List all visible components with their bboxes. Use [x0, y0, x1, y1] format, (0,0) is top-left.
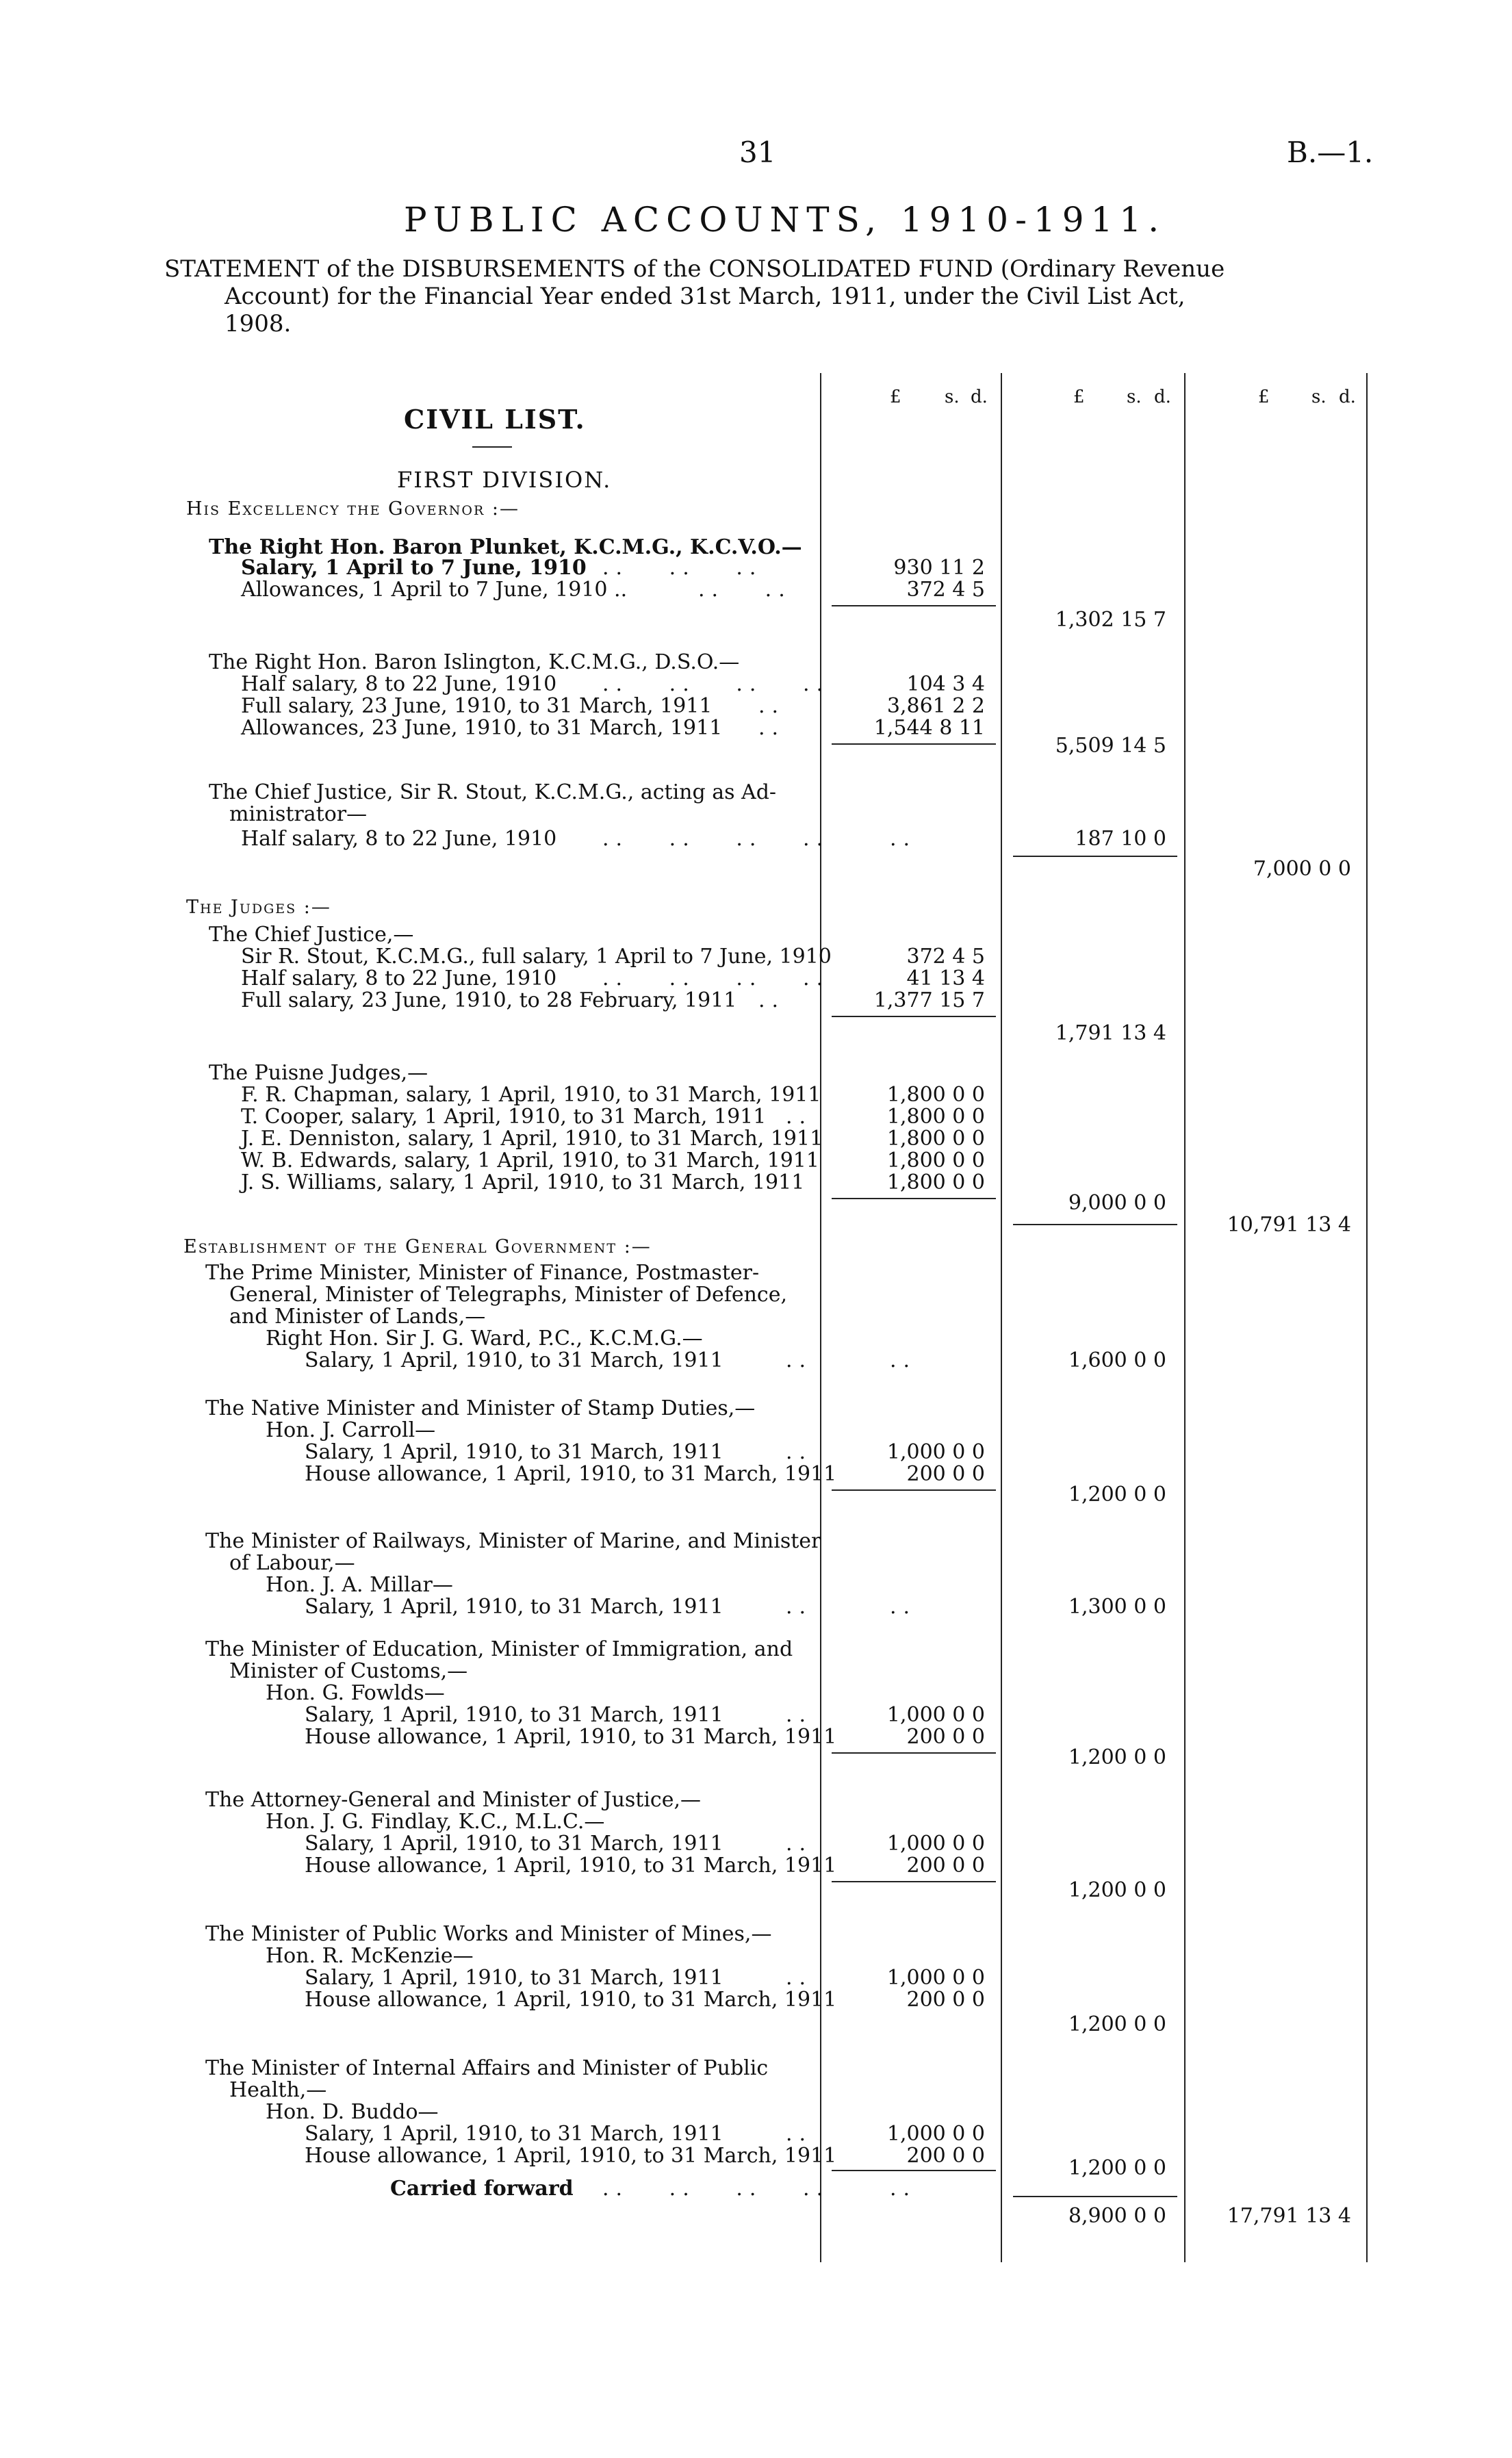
chief-justice-line1: Sir R. Stout, K.C.M.G., full salary, 1 April to 7 June, 1910 [241, 945, 832, 969]
works-minister-house-label: House allowance, 1 April, 1910, to 31 March, 1911 [305, 1988, 837, 2012]
railways-minister-line2: of Labour,— [229, 1551, 355, 1575]
islington-full-amount: 3,861 2 2 [886, 694, 985, 718]
puisne-row-1-amount: 1,800 0 0 [886, 1083, 985, 1107]
series-code: B.—1. [1287, 136, 1374, 169]
col1-shillings-head: s. [945, 387, 960, 407]
education-minister-line1: The Minister of Education, Minister of Immigration, and [205, 1637, 793, 1661]
internal-affairs-salary-label: Salary, 1 April, 1910, to 31 March, 1911 [305, 2122, 723, 2146]
col1-pence-head: d. [971, 387, 988, 407]
prime-minister-line1: The Prime Minister, Minister of Finance, Postmaster- [205, 1261, 760, 1285]
leader-dots: .. [890, 827, 917, 851]
native-minister-salary-amount: 1,000 0 0 [886, 1440, 985, 1464]
railways-minister-total: 1,300 0 0 [1068, 1595, 1166, 1619]
subtotal-rule [1013, 856, 1177, 857]
leader-dots: .. [786, 1440, 813, 1464]
chief-justice-total: 1,791 13 4 [1055, 1021, 1166, 1045]
islington-allowance-label: Allowances, 23 June, 1910, to 31 March, 1911 [241, 716, 723, 740]
leader-dots: .. .. .. .. [602, 672, 830, 696]
railways-minister-line1: The Minister of Railways, Minister of Marine, and Minister [205, 1529, 821, 1553]
puisne-row-5-label: J. S. Williams, salary, 1 April, 1910, to 31 March, 1911 [241, 1170, 805, 1194]
education-minister-holder: Hon. G. Fowlds— [266, 1681, 445, 1705]
stout-half-amount: 187 10 0 [1075, 827, 1166, 851]
puisne-total: 9,000 0 0 [1068, 1191, 1166, 1215]
works-minister-line1: The Minister of Public Works and Minister of Mines,— [205, 1922, 772, 1946]
education-minister-line2: Minister of Customs,— [229, 1659, 468, 1683]
plunket-salary-amount: 930 11 2 [893, 556, 985, 580]
chief-justice-line2-amount: 41 13 4 [906, 966, 985, 990]
leader-dots: .. [786, 1595, 813, 1619]
prime-minister-total: 1,600 0 0 [1068, 1348, 1166, 1372]
statement-line-1: STATEMENT of the DISBURSEMENTS of the CONSOLIDATED FUND (Ordinary Revenue [164, 255, 1225, 283]
chief-justice-line3-amount: 1,377 15 7 [873, 988, 985, 1012]
leader-dots: .. [758, 988, 786, 1012]
chief-justice-line3: Full salary, 23 June, 1910, to 28 February, 1911 [241, 988, 737, 1012]
native-minister-house-amount: 200 0 0 [906, 1462, 985, 1486]
education-minister-house-amount: 200 0 0 [906, 1725, 985, 1749]
stout-name-line1: The Chief Justice, Sir R. Stout, K.C.M.G., acting as Ad- [209, 780, 777, 804]
leader-dots: .. [758, 716, 786, 740]
education-minister-salary-label: Salary, 1 April, 1910, to 31 March, 1911 [305, 1703, 723, 1727]
islington-name: The Right Hon. Baron Islington, K.C.M.G., D.S.O.— [209, 650, 740, 674]
chief-justice-line2: Half salary, 8 to 22 June, 1910 [241, 966, 557, 990]
internal-affairs-salary-amount: 1,000 0 0 [886, 2122, 985, 2146]
internal-affairs-holder: Hon. D. Buddo— [266, 2100, 439, 2124]
attorney-general-house-amount: 200 0 0 [906, 1854, 985, 1878]
leader-dots: .. .. .. .. [602, 2177, 830, 2201]
leader-dots: .. [786, 1966, 813, 1990]
establishment-heading: Establishment of the General Government :— [183, 1236, 652, 1257]
education-minister-total: 1,200 0 0 [1068, 1745, 1166, 1769]
puisne-row-5-amount: 1,800 0 0 [886, 1170, 985, 1194]
works-minister-total: 1,200 0 0 [1068, 2012, 1166, 2036]
works-minister-house-amount: 200 0 0 [906, 1988, 985, 2012]
subtotal-rule [1013, 1224, 1177, 1225]
stout-half-label: Half salary, 8 to 22 June, 1910 [241, 827, 557, 851]
subtotal-rule [1013, 2196, 1177, 2197]
leader-dots: .. .. .. .. [602, 966, 830, 990]
puisne-row-2-amount: 1,800 0 0 [886, 1105, 985, 1129]
works-minister-holder: Hon. R. McKenzie— [266, 1944, 474, 1968]
subtotal-rule [832, 2170, 996, 2171]
subtotal-rule [832, 743, 996, 745]
leader-dots: .. [890, 1595, 917, 1619]
carried-forward-label: Carried forward [390, 2177, 574, 2201]
subtotal-rule [832, 1752, 996, 1754]
native-minister-total: 1,200 0 0 [1068, 1483, 1166, 1507]
heading-rule [472, 446, 512, 448]
attorney-general-line1: The Attorney-General and Minister of Justice,— [205, 1788, 702, 1812]
internal-affairs-total: 1,200 0 0 [1068, 2156, 1166, 2180]
statement-line-3: 1908. [225, 310, 292, 337]
native-minister-line1: The Native Minister and Minister of Stamp Duties,— [205, 1396, 756, 1420]
subtotal-rule [832, 1489, 996, 1491]
column-rule-1 [820, 373, 821, 2262]
puisne-row-1-label: F. R. Chapman, salary, 1 April, 1910, to 31 March, 1911 [241, 1083, 821, 1107]
attorney-general-house-label: House allowance, 1 April, 1910, to 31 March, 1911 [305, 1854, 837, 1878]
attorney-general-total: 1,200 0 0 [1068, 1878, 1166, 1902]
native-minister-holder: Hon. J. Carroll— [266, 1418, 436, 1442]
puisne-row-4-amount: 1,800 0 0 [886, 1149, 985, 1173]
islington-full-label: Full salary, 23 June, 1910, to 31 March, 1911 [241, 694, 713, 718]
leader-dots: .. [890, 2177, 917, 2201]
judges-grand-total: 10,791 13 4 [1227, 1213, 1351, 1237]
islington-total: 5,509 14 5 [1055, 734, 1166, 758]
page-title: PUBLIC ACCOUNTS, 1910-1911. [404, 200, 1166, 240]
carried-forward-col2: 8,900 0 0 [1068, 2204, 1166, 2228]
attorney-general-salary-label: Salary, 1 April, 1910, to 31 March, 1911 [305, 1832, 723, 1856]
leader-dots: .. .. .. [602, 556, 763, 580]
native-minister-salary-label: Salary, 1 April, 1910, to 31 March, 1911 [305, 1440, 723, 1464]
civil-list-heading: CIVIL LIST. [404, 404, 586, 435]
leader-dots: .. [786, 1832, 813, 1856]
railways-minister-holder: Hon. J. A. Millar— [266, 1573, 453, 1597]
carried-forward-col3: 17,791 13 4 [1227, 2204, 1351, 2228]
prime-minister-holder: Right Hon. Sir J. G. Ward, P.C., K.C.M.G.— [266, 1327, 703, 1350]
works-minister-salary-label: Salary, 1 April, 1910, to 31 March, 1911 [305, 1966, 723, 1990]
col2-pence-head: d. [1154, 387, 1171, 407]
subtotal-rule [832, 1198, 996, 1199]
attorney-general-salary-amount: 1,000 0 0 [886, 1832, 985, 1856]
puisne-row-3-amount: 1,800 0 0 [886, 1127, 985, 1151]
governor-heading: His Excellency the Governor :— [186, 498, 520, 520]
prime-minister-line3: and Minister of Lands,— [229, 1305, 486, 1329]
railways-minister-salary-label: Salary, 1 April, 1910, to 31 March, 1911 [305, 1595, 723, 1619]
stout-name-line2: ministrator— [229, 802, 368, 826]
plunket-salary-label: Salary, 1 April to 7 June, 1910 [241, 556, 587, 580]
leader-dots: .. .. .. .. [602, 827, 830, 851]
islington-half-amount: 104 3 4 [906, 672, 985, 696]
internal-affairs-line1: The Minister of Internal Affairs and Minister of Public [205, 2056, 769, 2080]
puisne-row-3-label: J. E. Denniston, salary, 1 April, 1910, to 31 March, 1911 [241, 1127, 823, 1151]
chief-justice-label: The Chief Justice,— [209, 923, 414, 947]
column-rule-2 [1001, 373, 1002, 2262]
leader-dots: .. [786, 1105, 813, 1129]
plunket-name: The Right Hon. Baron Plunket, K.C.M.G., K.C.V.O.— [209, 535, 802, 559]
plunket-allowance-amount: 372 4 5 [906, 578, 985, 602]
education-minister-salary-amount: 1,000 0 0 [886, 1703, 985, 1727]
judges-heading: The Judges :— [186, 897, 331, 918]
leader-dots: .. [890, 1348, 917, 1372]
first-division-heading: FIRST DIVISION. [397, 467, 612, 493]
puisne-row-4-label: W. B. Edwards, salary, 1 April, 1910, to 31 March, 1911 [241, 1149, 819, 1173]
col3-shillings-head: s. [1311, 387, 1327, 407]
leader-dots: .. [786, 1348, 813, 1372]
puisne-judges-label: The Puisne Judges,— [209, 1061, 428, 1085]
education-minister-house-label: House allowance, 1 April, 1910, to 31 March, 1911 [305, 1725, 837, 1749]
prime-minister-line2: General, Minister of Telegraphs, Minister of Defence, [229, 1283, 787, 1307]
plunket-total: 1,302 15 7 [1055, 608, 1166, 632]
col1-pounds-head: £ [890, 387, 901, 407]
internal-affairs-house-amount: 200 0 0 [906, 2144, 985, 2168]
internal-affairs-house-label: House allowance, 1 April, 1910, to 31 March, 1911 [305, 2144, 837, 2168]
subtotal-rule [832, 1016, 996, 1017]
chief-justice-line1-amount: 372 4 5 [906, 945, 985, 969]
statement-heading [164, 255, 1376, 337]
works-minister-salary-amount: 1,000 0 0 [886, 1966, 985, 1990]
leader-dots: .. [758, 694, 786, 718]
attorney-general-holder: Hon. J. G. Findlay, K.C., M.L.C.— [266, 1810, 605, 1834]
leader-dots: .. [786, 2122, 813, 2146]
column-rule-4 [1366, 373, 1368, 2262]
statement-line-2: Account) for the Financial Year ended 31st March, 1911, under the Civil List Act, [225, 283, 1186, 310]
prime-minister-salary-label: Salary, 1 April, 1910, to 31 March, 1911 [305, 1348, 723, 1372]
governor-grand-total: 7,000 0 0 [1253, 857, 1351, 881]
plunket-allowance-label: Allowances, 1 April to 7 June, 1910 .. [241, 578, 628, 602]
subtotal-rule [832, 605, 996, 606]
col3-pounds-head: £ [1258, 387, 1270, 407]
islington-half-label: Half salary, 8 to 22 June, 1910 [241, 672, 557, 696]
native-minister-house-label: House allowance, 1 April, 1910, to 31 March, 1911 [305, 1462, 837, 1486]
internal-affairs-line2: Health,— [229, 2078, 327, 2102]
col3-pence-head: d. [1339, 387, 1356, 407]
col2-shillings-head: s. [1127, 387, 1142, 407]
subtotal-rule [832, 1881, 996, 1882]
leader-dots: .. .. [698, 578, 792, 602]
puisne-row-2-label: T. Cooper, salary, 1 April, 1910, to 31 March, 1911 [241, 1105, 767, 1129]
leader-dots: .. [786, 1703, 813, 1727]
column-rule-3 [1184, 373, 1186, 2262]
islington-allowance-amount: 1,544 8 11 [873, 716, 985, 740]
page-number: 31 [739, 136, 776, 169]
col2-pounds-head: £ [1073, 387, 1085, 407]
